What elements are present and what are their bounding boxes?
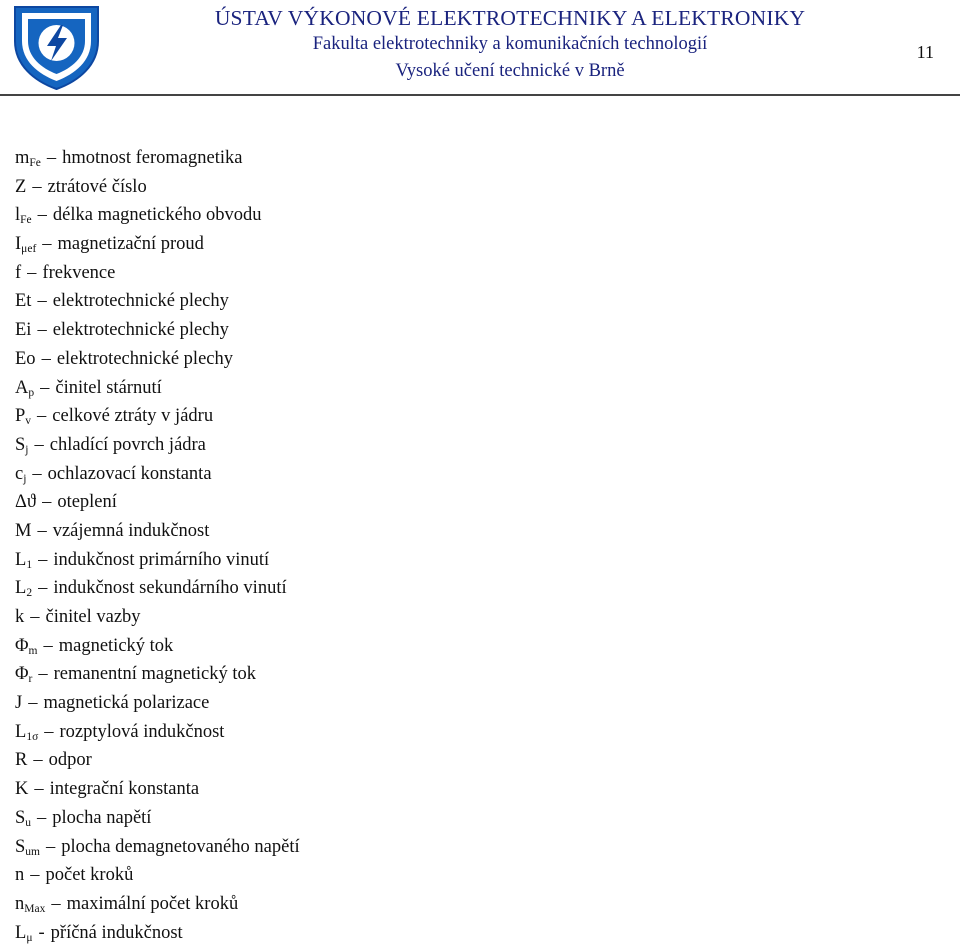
symbol-description: délka magnetického obvodu bbox=[52, 205, 262, 226]
symbol-list bbox=[15, 144, 300, 947]
symbol-base: Φ bbox=[15, 635, 29, 656]
university-logo-icon bbox=[5, 3, 108, 91]
symbol-separator: – bbox=[46, 148, 57, 168]
symbol-subscript: p bbox=[28, 386, 35, 399]
symbol-subscript: Fe bbox=[20, 214, 32, 227]
symbol-description: elektrotechnické plechy bbox=[52, 320, 229, 341]
symbol-separator: – bbox=[43, 635, 53, 656]
symbol-subscript: Max bbox=[24, 902, 46, 915]
symbol-description: celkové ztráty v jádru bbox=[52, 406, 214, 427]
symbol-separator: – bbox=[34, 434, 44, 455]
symbol-description: elektrotechnické plechy bbox=[56, 348, 233, 369]
symbol-subscript: j bbox=[23, 472, 27, 485]
symbol-list-item bbox=[15, 890, 300, 919]
symbol-list-item bbox=[15, 689, 300, 718]
symbol-subscript: μ bbox=[26, 931, 33, 944]
symbol-separator: – bbox=[42, 492, 52, 513]
symbol-description: rozptylová indukčnost bbox=[59, 721, 225, 742]
header-titles bbox=[160, 5, 860, 85]
symbol-description: ochlazovací konstanta bbox=[47, 463, 212, 484]
symbol-list-item bbox=[15, 804, 300, 833]
symbol-separator: – bbox=[46, 836, 56, 857]
symbol-separator: – bbox=[27, 262, 37, 283]
symbol-subscript: u bbox=[25, 816, 32, 829]
symbol-description: integrační konstanta bbox=[49, 779, 200, 800]
symbol-separator: – bbox=[32, 463, 42, 484]
symbol-base: Z bbox=[15, 176, 27, 197]
header-divider bbox=[0, 94, 960, 96]
symbol-separator: – bbox=[34, 779, 44, 800]
symbol-list-item bbox=[15, 230, 300, 259]
symbol-separator: – bbox=[37, 520, 47, 541]
symbol-description: činitel vazby bbox=[45, 607, 141, 627]
symbol-description: remanentní magnetický tok bbox=[53, 664, 257, 685]
symbol-base: f bbox=[15, 262, 22, 283]
symbol-list-item bbox=[15, 574, 300, 603]
symbol-description: magnetizační proud bbox=[57, 234, 204, 255]
symbol-list-item bbox=[15, 144, 300, 173]
symbol-base: S bbox=[15, 434, 26, 455]
symbol-base: I bbox=[15, 234, 22, 255]
symbol-base: J bbox=[15, 693, 23, 714]
symbol-list-item bbox=[15, 173, 300, 202]
symbol-description: oteplení bbox=[57, 492, 117, 513]
symbol-separator: – bbox=[38, 549, 48, 570]
symbol-description: magnetická polarizace bbox=[43, 693, 210, 714]
symbol-subscript: Fe bbox=[29, 157, 41, 169]
symbol-list-item bbox=[15, 546, 300, 575]
symbol-base: S bbox=[15, 807, 26, 828]
symbol-list-item bbox=[15, 345, 300, 374]
symbol-base: n bbox=[15, 865, 25, 886]
symbol-base: L bbox=[15, 922, 27, 943]
symbol-separator: – bbox=[37, 320, 47, 341]
symbol-list-item bbox=[15, 517, 300, 546]
symbol-separator: - bbox=[38, 922, 45, 943]
symbol-base: Φ bbox=[15, 664, 29, 685]
symbol-base: k bbox=[15, 607, 25, 627]
symbol-list-item bbox=[15, 431, 300, 460]
symbol-subscript: m bbox=[28, 644, 38, 657]
symbol-separator: – bbox=[33, 750, 43, 771]
symbol-subscript: 1 bbox=[26, 558, 33, 571]
symbol-separator: – bbox=[41, 348, 51, 369]
symbol-base: R bbox=[15, 750, 28, 771]
symbol-subscript: j bbox=[25, 443, 29, 456]
symbol-description: elektrotechnické plechy bbox=[52, 291, 229, 312]
symbol-list-item bbox=[15, 632, 300, 661]
symbol-base: S bbox=[15, 836, 26, 857]
symbol-description: odpor bbox=[48, 750, 92, 771]
symbol-base: l bbox=[15, 205, 21, 226]
symbol-separator: – bbox=[38, 578, 48, 599]
symbol-subscript: μef bbox=[21, 243, 37, 256]
symbol-separator: – bbox=[32, 176, 42, 197]
symbol-base: Δϑ bbox=[15, 492, 37, 513]
symbol-base: m bbox=[15, 148, 30, 168]
symbol-separator: – bbox=[37, 205, 47, 226]
symbol-base: n bbox=[15, 893, 25, 914]
symbol-subscript: 2 bbox=[26, 587, 33, 600]
symbol-description: činitel stárnutí bbox=[55, 377, 162, 398]
symbol-list-item bbox=[15, 316, 300, 345]
symbol-separator: – bbox=[38, 664, 48, 685]
symbol-list-item bbox=[15, 603, 300, 632]
symbol-description: magnetický tok bbox=[58, 635, 174, 656]
symbol-list-item bbox=[15, 287, 300, 316]
symbol-separator: – bbox=[30, 865, 40, 886]
symbol-list-item bbox=[15, 775, 300, 804]
symbol-list-item bbox=[15, 402, 300, 431]
symbol-list-item bbox=[15, 746, 300, 775]
symbol-subscript: 1σ bbox=[26, 730, 39, 743]
symbol-list-item bbox=[15, 833, 300, 862]
symbol-separator: – bbox=[51, 893, 61, 914]
symbol-description: ztrátové číslo bbox=[47, 176, 147, 197]
symbol-separator: – bbox=[37, 807, 47, 828]
symbol-base: L bbox=[15, 578, 27, 599]
symbol-base: A bbox=[15, 377, 29, 398]
symbol-list-item bbox=[15, 488, 300, 517]
symbol-separator: – bbox=[44, 721, 54, 742]
symbol-list-item bbox=[15, 259, 300, 288]
symbol-base: Et bbox=[15, 291, 32, 312]
symbol-description: indukčnost primárního vinutí bbox=[53, 549, 270, 570]
institute-name: ÚSTAV VÝKONOVÉ ELEKTROTECHNIKY A ELEKTRONIKY bbox=[214, 6, 806, 30]
faculty-name: Fakulta elektrotechniky a komunikačních technologií bbox=[312, 34, 708, 54]
symbol-description: maximální počet kroků bbox=[66, 893, 239, 914]
symbol-list-item bbox=[15, 460, 300, 489]
symbol-separator: – bbox=[40, 377, 50, 398]
symbol-description: indukčnost sekundárního vinutí bbox=[53, 578, 287, 599]
symbol-description: příčná indukčnost bbox=[50, 922, 183, 943]
symbol-base: P bbox=[15, 406, 26, 427]
page-header bbox=[0, 0, 960, 96]
symbol-base: c bbox=[15, 463, 24, 484]
symbol-base: L bbox=[15, 549, 27, 570]
symbol-separator: – bbox=[42, 234, 52, 255]
symbol-subscript: v bbox=[25, 415, 32, 428]
page-number: 11 bbox=[916, 42, 934, 62]
symbol-separator: – bbox=[28, 693, 38, 714]
symbol-description: počet kroků bbox=[45, 865, 134, 886]
symbol-base: M bbox=[15, 520, 32, 541]
symbol-base: K bbox=[15, 779, 29, 800]
symbol-subscript: r bbox=[28, 673, 33, 686]
symbol-description: hmotnost feromagnetika bbox=[62, 148, 243, 168]
symbol-description: plocha demagnetovaného napětí bbox=[61, 836, 300, 857]
symbol-base: L bbox=[15, 721, 27, 742]
symbol-description: plocha napětí bbox=[52, 807, 152, 828]
symbol-list-item bbox=[15, 861, 300, 890]
symbol-base: Eo bbox=[15, 348, 36, 369]
symbol-separator: – bbox=[30, 607, 40, 627]
symbol-subscript: um bbox=[25, 845, 40, 858]
symbol-separator: – bbox=[37, 291, 47, 312]
symbol-separator: – bbox=[37, 406, 47, 427]
symbol-list-item bbox=[15, 718, 300, 747]
symbol-description: chladící povrch jádra bbox=[49, 434, 206, 455]
symbol-description: frekvence bbox=[42, 262, 116, 283]
symbol-description: vzájemná indukčnost bbox=[52, 520, 210, 541]
university-name: Vysoké učení technické v Brně bbox=[395, 61, 625, 81]
symbol-list-item bbox=[15, 660, 300, 689]
symbol-base: Ei bbox=[15, 320, 32, 341]
symbol-list-item bbox=[15, 919, 300, 947]
symbol-list-item bbox=[15, 201, 300, 230]
symbol-list-item bbox=[15, 374, 300, 403]
